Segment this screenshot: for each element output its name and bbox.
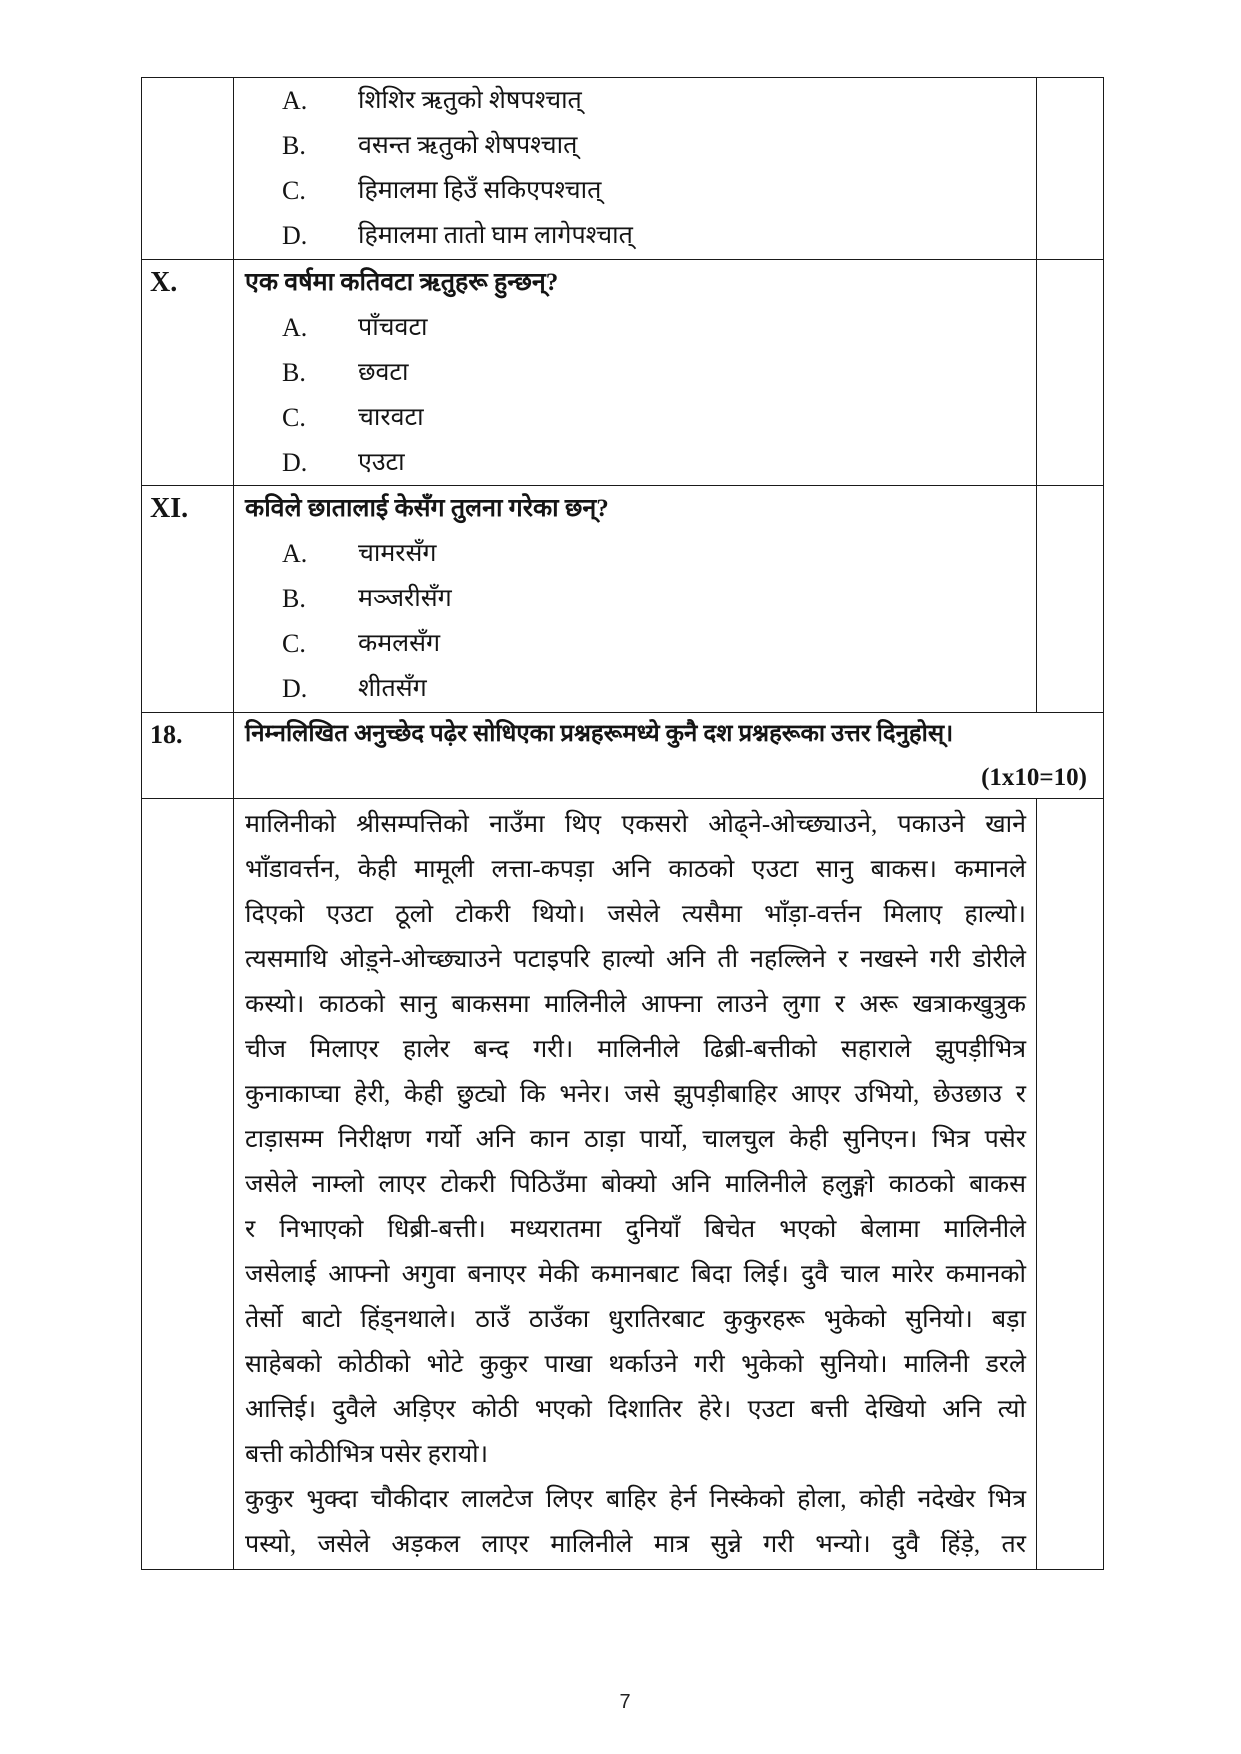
option-text: पाँचवटा	[358, 314, 428, 341]
question-number: XI.	[150, 493, 189, 524]
passage-line: र निभाएको धिब्री-बत्ती। मध्यरातमा दुनियाँ बिचेत भएको बेलामा मालिनीले	[245, 1216, 1026, 1243]
option-label: D.	[282, 448, 308, 477]
option-d	[234, 666, 1036, 711]
option-b	[234, 350, 1036, 395]
question-number: 18.	[150, 720, 183, 749]
question-instruction: निम्नलिखित अनुच्छेद पढ़ेर सोधिएका प्रश्नहरूमध्ये कुनै दश प्रश्नहरूका उत्तर दिनुहोस्।	[245, 721, 954, 747]
marks-cell	[1036, 799, 1103, 1569]
question-text: कविले छातालाई केसँग तुलना गरेका छन्?	[245, 495, 609, 522]
option-a	[234, 531, 1036, 576]
option-label: B.	[282, 358, 306, 387]
option-d	[234, 440, 1036, 485]
option-label: A.	[282, 539, 308, 568]
passage-line: चीज मिलाएर हालेर बन्द गरी। मालिनीले ढिब्री-बत्तीको सहाराले झुपड़ीभित्र	[245, 1036, 1026, 1063]
question-number: X.	[150, 267, 178, 298]
question-number-cell	[142, 260, 234, 485]
option-label: D.	[282, 674, 308, 703]
option-text: चारवटा	[358, 404, 424, 431]
passage-line: मालिनीको श्रीसम्पत्तिको नाउँमा थिए एकसरो ओढ्ने-ओच्छ्याउने, पकाउने खाने	[245, 811, 1026, 838]
question-text: एक वर्षमा कतिवटा ऋतुहरू हुन्छन्?	[245, 269, 559, 296]
option-label: B.	[282, 131, 306, 160]
table-row-question-18	[142, 712, 1103, 798]
option-text: मञ्जरीसँग	[358, 585, 452, 612]
option-text: कमलसँग	[358, 630, 441, 657]
option-a	[234, 305, 1036, 350]
option-label: C.	[282, 403, 306, 432]
option-c	[234, 395, 1036, 440]
question-body-cell	[234, 713, 1103, 798]
question-body-cell	[234, 260, 1036, 485]
option-text: शिशिर ऋतुको शेषपश्चात्	[358, 87, 582, 114]
question-number-cell	[142, 486, 234, 712]
passage-line: जसेलाई आफ्नो अगुवा बनाएर मेकी कमानबाट बिदा लिई। दुवै चाल मारेर कमानको	[245, 1261, 1026, 1288]
option-text: एउटा	[358, 449, 405, 476]
option-text: चामरसँग	[358, 540, 437, 567]
option-d	[234, 213, 1036, 258]
passage-line: कस्यो। काठको सानु बाकसमा मालिनीले आफ्ना लाउने लुगा र अरू खत्राकखुत्रुक	[245, 991, 1026, 1018]
passage-line: दिएको एउटा ठूलो टोकरी थियो। जसेले त्यसैमा भाँड़ा-वर्त्तन मिलाए हाल्यो।	[245, 901, 1026, 928]
table-row-passage	[142, 798, 1103, 1569]
marks-cell	[1036, 486, 1103, 712]
passage-line: तेर्सो बाटो हिंड्नथाले। ठाउँ ठाउँका धुरातिरबाट कुकुरहरू भुकेको सुनियो। बड़ा	[245, 1306, 1026, 1333]
option-label: C.	[282, 176, 306, 205]
option-text: शीतसँग	[358, 675, 427, 702]
table-row-question-x	[142, 259, 1103, 485]
option-text: वसन्त ऋतुको शेषपश्चात्	[358, 132, 578, 159]
passage-line: साहेबको कोठीको भोटे कुकुर पाखा थर्काउने गरी भुकेको सुनियो। मालिनी डरले	[245, 1351, 1026, 1378]
option-text: छवटा	[358, 359, 409, 386]
passage-line: टाड़ासम्म निरीक्षण गर्यो अनि कान ठाड़ा पार्यो, चालचुल केही सुनिएन। भित्र पसेर	[245, 1126, 1026, 1153]
option-text: हिमालमा तातो घाम लागेपश्चात्	[358, 222, 633, 249]
question-body-cell	[234, 486, 1036, 712]
passage-line: आत्तिई। दुवैले अड़िएर कोठी भएको दिशातिर हेरे। एउटा बत्ती देखियो अनि त्यो	[245, 1396, 1026, 1423]
question-number-cell	[142, 78, 234, 259]
question-table	[141, 77, 1104, 1570]
passage-line: त्यसमाथि ओड़्ने-ओच्छ्याउने पटाइपरि हाल्यो अनि ती नहल्लिने र नखस्ने गरी डोरीले	[245, 946, 1026, 973]
option-c	[234, 621, 1036, 666]
question-body-cell	[234, 78, 1036, 259]
question-number-cell	[142, 713, 234, 798]
option-label: D.	[282, 221, 308, 250]
marks-allocation: (1x10=10)	[981, 764, 1087, 791]
option-label: A.	[282, 313, 308, 342]
table-row-continued-options	[142, 78, 1103, 259]
marks-cell	[1036, 260, 1103, 485]
page-number: 7	[619, 1691, 631, 1713]
option-label: A.	[282, 86, 308, 115]
table-row-question-xi	[142, 485, 1103, 712]
option-a	[234, 78, 1036, 123]
question-number-cell	[142, 799, 234, 1569]
passage-line: कुकुर भुक्दा चौकीदार लालटेज लिएर बाहिर हेर्न निस्केको होला, कोही नदेखेर भित्र	[245, 1486, 1026, 1513]
marks-cell	[1036, 78, 1103, 259]
option-b	[234, 123, 1036, 168]
passage-line: बत्ती कोठीभित्र पसेर हरायो।	[245, 1441, 489, 1468]
option-label: B.	[282, 584, 306, 613]
option-c	[234, 168, 1036, 213]
passage-line: पस्यो, जसेले अड़कल लाएर मालिनीले मात्र सुन्ने गरी भन्यो। दुवै हिंड़े, तर	[245, 1531, 1026, 1558]
option-label: C.	[282, 629, 306, 658]
passage-line: भाँडावर्त्तन, केही मामूली लत्ता-कपड़ा अनि काठको एउटा सानु बाकस। कमानले	[245, 856, 1026, 883]
passage-line: कुनाकाप्चा हेरी, केही छुट्यो कि भनेर। जसे झुपड़ीबाहिर आएर उभियो, छेउछाउ र	[245, 1081, 1026, 1108]
passage-cell	[234, 799, 1036, 1569]
passage-line: जसेले नाम्लो लाएर टोकरी पिठिउँमा बोक्यो अनि मालिनीले हलुङ्गो काठको बाकस	[245, 1171, 1026, 1198]
option-text: हिमालमा हिउँ सकिएपश्चात्	[358, 177, 602, 204]
option-b	[234, 576, 1036, 621]
